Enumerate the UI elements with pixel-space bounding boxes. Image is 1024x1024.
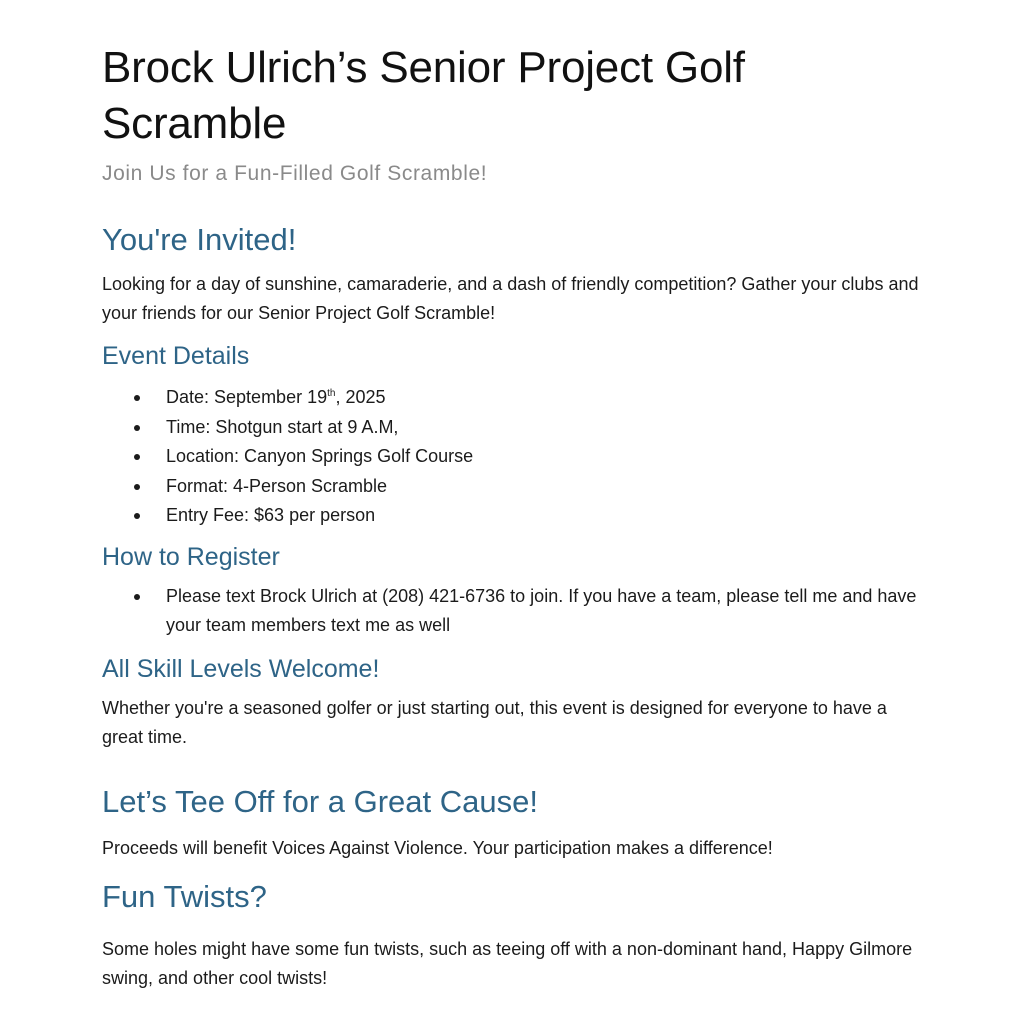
list-item-date xyxy=(102,383,924,413)
list-item-fee xyxy=(102,501,924,531)
register-text: Please text Brock Ulrich at (208) 421-6736 to join. If you have a team, please tell me and have your team members text me as well xyxy=(166,585,917,635)
heading-skill-levels: All Skill Levels Welcome! xyxy=(102,654,380,683)
heading-invited: You're Invited! xyxy=(102,222,297,257)
twists-paragraph: Some holes might have some fun twists, such as teeing off with a non-dominant hand, Happy Gilmore swing, and other cool twists! xyxy=(102,938,913,988)
cause-paragraph: Proceeds will benefit Voices Against Violence. Your participation makes a difference! xyxy=(102,837,773,858)
event-details-list xyxy=(102,383,924,531)
bullet-icon xyxy=(134,454,140,460)
list-item-location xyxy=(102,442,924,472)
page-subtitle: Join Us for a Fun-Filled Golf Scramble! xyxy=(102,162,488,185)
bullet-icon xyxy=(134,484,140,490)
heading-great-cause: Let’s Tee Off for a Great Cause! xyxy=(102,783,538,819)
list-item-register xyxy=(102,582,924,641)
heading-fun-twists: Fun Twists? xyxy=(102,878,267,914)
time-text: Time: Shotgun start at 9 A.M, xyxy=(166,416,399,437)
date-ordinal: th xyxy=(327,388,336,399)
bullet-icon xyxy=(134,594,140,600)
list-item-time xyxy=(102,413,924,443)
date-year: , 2025 xyxy=(335,387,386,407)
bullet-icon xyxy=(134,513,140,519)
invited-paragraph: Looking for a day of sunshine, camaraderie, and a dash of friendly competition? Gather your clubs and your friends for our Senior Project Golf Scramble! xyxy=(102,274,919,323)
heading-how-to-register: How to Register xyxy=(102,542,280,571)
fee-text: Entry Fee: $63 per person xyxy=(166,505,376,525)
heading-event-details: Event Details xyxy=(102,342,250,370)
bullet-icon xyxy=(134,425,140,431)
page-title: Brock Ulrich’s Senior Project Golf Scramble xyxy=(102,43,745,148)
date-text: Date: September 19 xyxy=(166,387,328,407)
register-list xyxy=(102,582,924,641)
skill-paragraph: Whether you're a seasoned golfer or just starting out, this event is designed for everyone to have a great time. xyxy=(102,697,887,747)
list-item-format xyxy=(102,472,924,502)
bullet-icon xyxy=(134,395,140,401)
format-text: Format: 4-Person Scramble xyxy=(166,475,388,496)
location-text: Location: Canyon Springs Golf Course xyxy=(166,446,474,466)
